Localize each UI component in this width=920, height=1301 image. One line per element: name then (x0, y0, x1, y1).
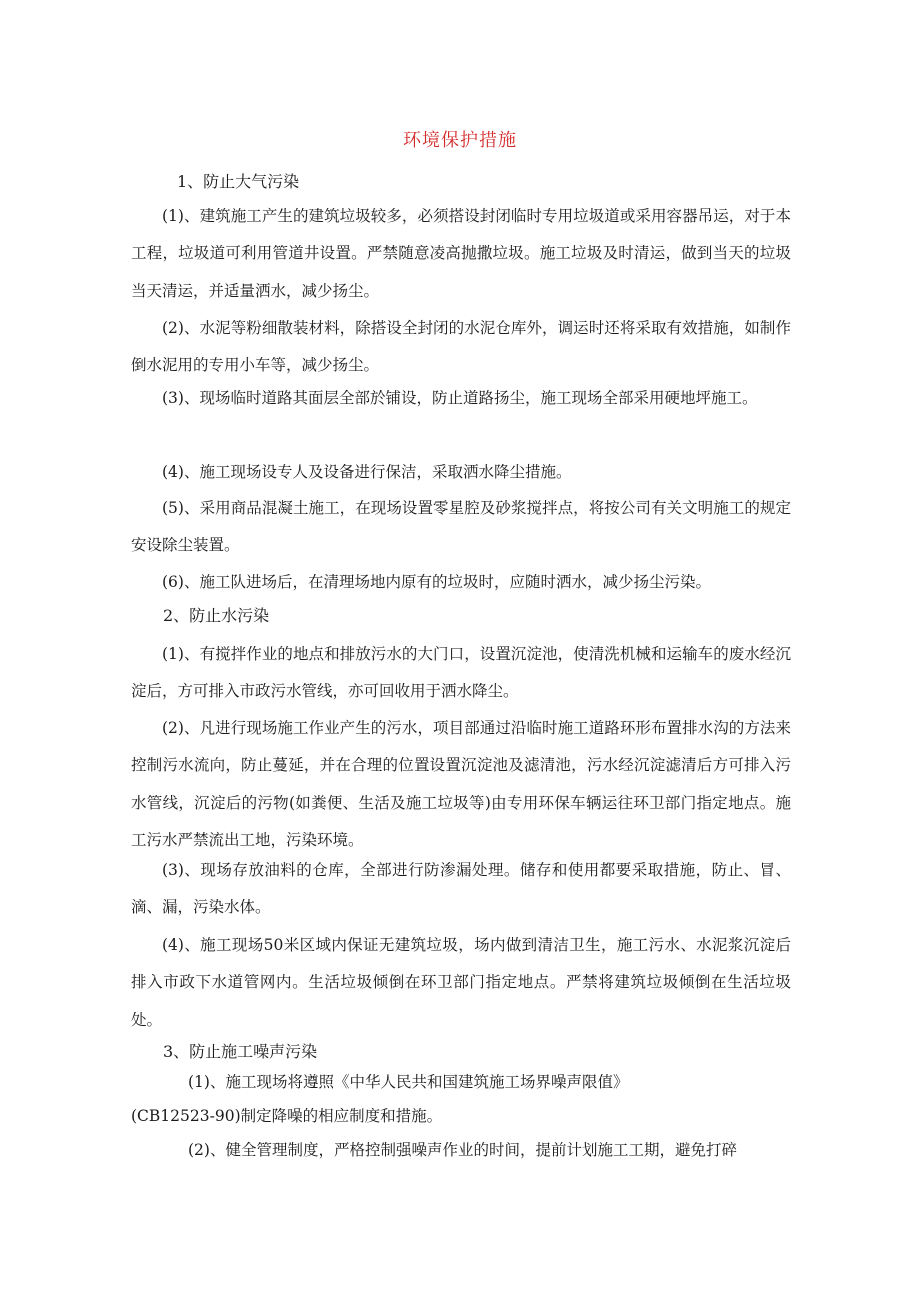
paragraph: (6)、施工队进场后，在清理场地内原有的垃圾时，应随时洒水，减少扬尘污染。 (162, 573, 711, 591)
paragraph: (3)、现场存放油料的仓库，全部进行防渗漏处理。储存和使用都要采取措施，防止、冒、滴、漏，污染水体。 (131, 861, 791, 917)
paragraph: (4)、施工现场设专人及设备进行保洁，采取洒水降尘措施。 (162, 463, 572, 481)
paragraph: (2)、凡进行现场施工作业产生的污水，项目部通过沿临时施工道路环形布置排水沟的方法来控制污水流向，防止蔓延，并在合理的位置设置沉淀池及滤清池，污水经沉淀滤清后方可排入污水管线，沉淀后的污物(如粪便、生活及施工垃圾等)由专用环保车辆运往环卫部门指定地点。施工污水严禁流出工地，污染环境。 (131, 719, 791, 850)
section-heading-air: 1、防止大气污染 (177, 172, 300, 191)
paragraph: (1)、有搅拌作业的地点和排放污水的大门口，设置沉淀池，使清洗机械和运输车的废水经沉淀后，方可排入市政污水管线，亦可回收用于洒水降尘。 (131, 645, 791, 701)
page-title: 环境保护措施 (403, 130, 517, 151)
paragraph: (1)、建筑施工产生的建筑垃圾较多，必须搭设封闭临时专用垃圾道或采用容器吊运，对于本工程，垃圾道可利用管道井设置。严禁随意凌高抛撒垃圾。施工垃圾及时清运，做到当天的垃圾当天清运，并适量洒水，减少扬尘。 (131, 207, 791, 300)
section-heading-water: 2、防止水污染 (163, 606, 270, 625)
paragraph: (3)、现场临时道路其面层全部於铺设，防止道路扬尘，施工现场全部采用硬地坪施工。 (162, 389, 758, 407)
paragraph: (4)、施工现场50米区域内保证无建筑垃圾，场内做到清洁卫生，施工污水、水泥浆沉淀后排入市政下水道管网内。生活垃圾倾倒在环卫部门指定地点。严禁将建筑垃圾倾倒在生活垃圾处。 (131, 936, 791, 1029)
paragraph: (5)、采用商品混凝土施工，在现场设置零星腔及砂浆搅拌点，将按公司有关文明施工的规定安设除尘装置。 (131, 499, 791, 555)
paragraph-line: (1)、施工现场将遵照《中华人民共和国建筑施工场界噪声限值》 (188, 1073, 629, 1091)
paragraph-line: (2)、健全管理制度，严格控制强噪声作业的时间，提前计划施工工期，避免打碎 (188, 1141, 737, 1159)
paragraph: (2)、水泥等粉细散装材料，除搭设全封闭的水泥仓库外，调运时还将采取有效措施，如制作倒水泥用的专用小车等，减少扬尘。 (131, 319, 791, 375)
paragraph-line: (CB12523-90)制定降噪的相应制度和措施。 (131, 1107, 443, 1125)
section-heading-noise: 3、防止施工噪声污染 (163, 1042, 318, 1061)
